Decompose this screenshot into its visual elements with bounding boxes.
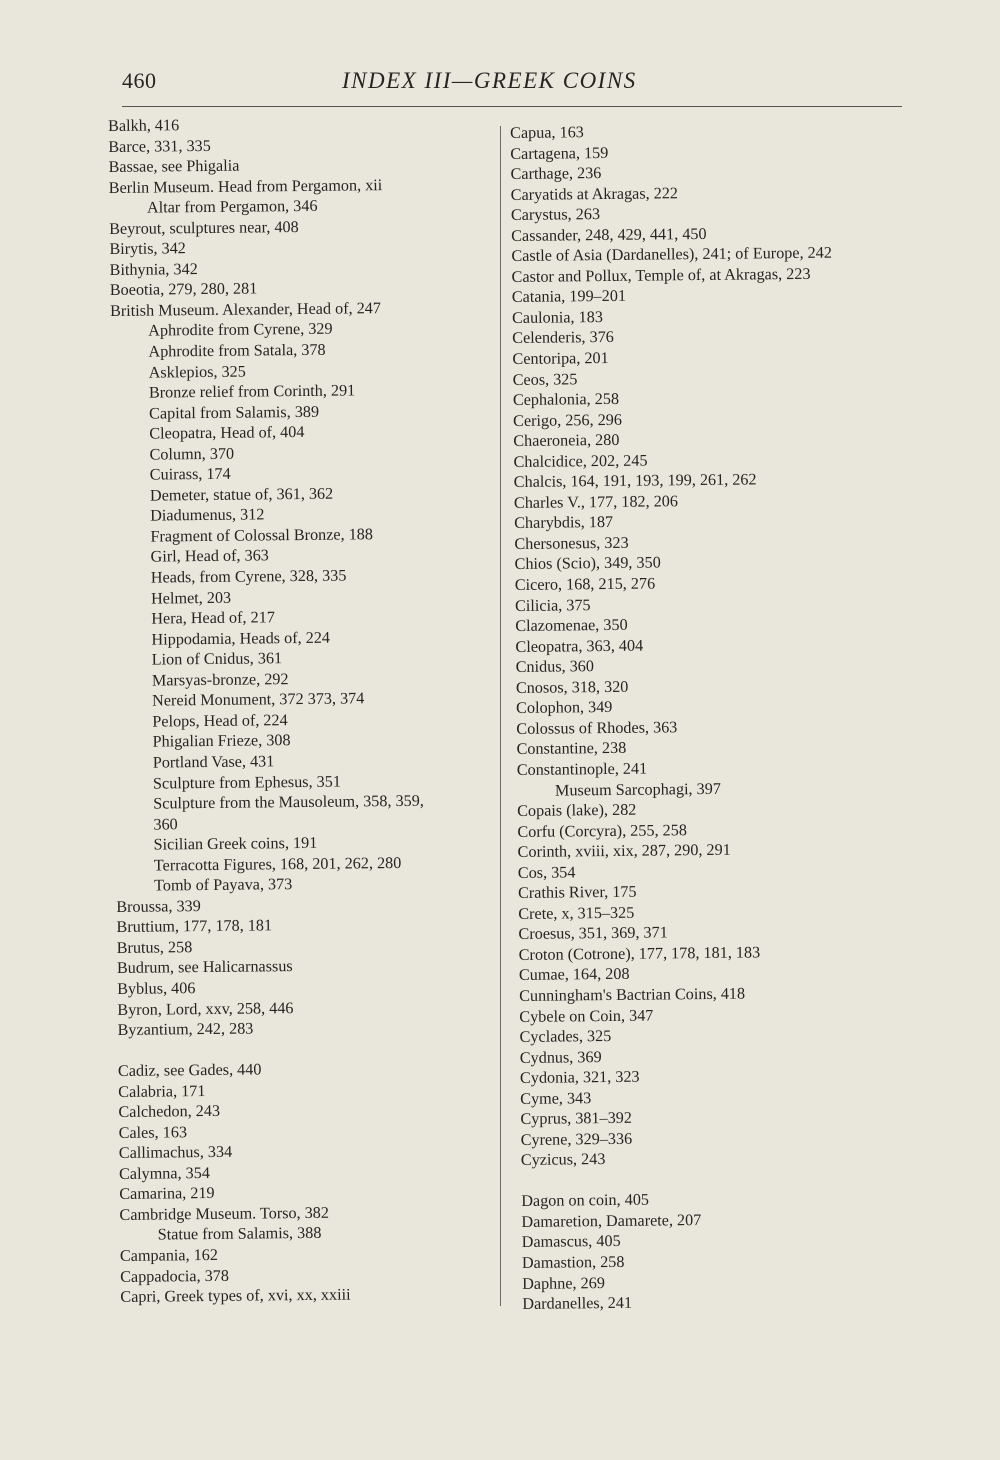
index-entry: Daphne, 269: [522, 1273, 605, 1293]
index-entry: Chios (Scio), 349, 350: [514, 553, 661, 574]
index-column-right: [510, 119, 922, 1315]
index-entry: Cunningham's Bactrian Coins, 418: [519, 984, 746, 1005]
index-entry: Byzantium, 242, 283: [117, 1019, 254, 1040]
index-entry: Castle of Asia (Dardanelles), 241; of Europe, 242: [511, 243, 833, 266]
index-entry: Beyrout, sculptures near, 408: [109, 217, 299, 238]
index-entry: Cnidus, 360: [515, 657, 595, 677]
index-subentry: Phigalian Frieze, 308: [152, 731, 291, 751]
index-entry: British Museum. Alexander, Head of, 247: [109, 299, 382, 320]
index-subentry: Fragment of Colossal Bronze, 188: [150, 525, 374, 546]
index-entry: Crathis River, 175: [517, 882, 637, 903]
index-entry: Chalcis, 164, 191, 193, 199, 261, 262: [513, 470, 757, 492]
index-entry: Dagon on coin, 405: [521, 1190, 650, 1211]
index-subentry: Column, 370: [149, 444, 235, 464]
index-entry: Cephalonia, 258: [512, 389, 620, 410]
index-subentry: Heads, from Cyrene, 328, 335: [150, 566, 347, 587]
index-subentry: Terracotta Figures, 168, 201, 262, 280: [153, 853, 402, 875]
index-subentry: Altar from Pergamon, 346: [146, 196, 318, 217]
index-entry: Charybdis, 187: [514, 513, 614, 533]
index-subentry: Nereid Monument, 372 373, 374: [152, 689, 365, 710]
index-entry: Calabria, 171: [118, 1081, 206, 1101]
index-entry: Capua, 163: [510, 123, 584, 142]
index-entry: Centoripa, 201: [512, 348, 609, 369]
index-entry: Catania, 199–201: [511, 287, 627, 307]
index-subentry: Lion of Cnidus, 361: [151, 649, 283, 669]
index-subentry: Cuirass, 174: [149, 465, 231, 484]
index-entry: Bruttium, 177, 178, 181: [116, 916, 273, 937]
index-subentry: Sculpture from the Mausoleum, 358, 359,: [153, 791, 424, 813]
index-entry: Cos, 354: [517, 863, 576, 882]
index-entry: Ceos, 325: [512, 369, 578, 389]
index-entry: Berlin Museum. Head from Pergamon, xii: [108, 175, 383, 197]
index-subentry: Museum Sarcophagi, 397: [554, 779, 721, 800]
index-entry: Cumae, 164, 208: [518, 965, 630, 985]
index-entry: Cyme, 343: [520, 1088, 592, 1108]
index-subentry: Cleopatra, Head of, 404: [149, 423, 305, 443]
index-subentry: Girl, Head of, 363: [150, 546, 269, 567]
index-subentry: Statue from Salamis, 388: [157, 1224, 322, 1245]
index-entry: Cassander, 248, 429, 441, 450: [511, 224, 707, 245]
index-entry: Clazomenae, 350: [515, 615, 628, 636]
index-subentry: Aphrodite from Cyrene, 329: [148, 320, 333, 341]
index-entry: Cyprus, 381–392: [520, 1109, 633, 1129]
index-entry: Chalcidice, 202, 245: [513, 451, 648, 471]
index-entry: Balkh, 416: [108, 116, 180, 135]
index-subentry: Asklepios, 325: [148, 362, 246, 382]
index-entry: Dardanelles, 241: [522, 1293, 633, 1314]
index-entry: Cambridge Museum. Torso, 382: [119, 1203, 330, 1224]
index-subentry: Pelops, Head of, 224: [152, 711, 288, 731]
index-subentry: Capital from Salamis, 389: [149, 402, 320, 423]
index-entry: Cappadocia, 378: [120, 1266, 230, 1286]
index-entry: Bithynia, 342: [109, 259, 198, 279]
index-entry: Cleopatra, 363, 404: [515, 636, 644, 656]
index-subentry: 360: [153, 814, 178, 834]
index-entry: Corfu (Corcyra), 255, 258: [517, 820, 687, 841]
index-entry: Bassae, see Phigalia: [108, 156, 240, 177]
index-subentry: Portland Vase, 431: [152, 752, 275, 772]
index-entry: Croton (Cotrone), 177, 178, 181, 183: [518, 943, 761, 964]
index-entry: Constantinople, 241: [516, 759, 648, 779]
index-entry: Crete, x, 315–325: [518, 903, 635, 923]
index-entry: Corinth, xviii, xix, 287, 290, 291: [517, 840, 731, 862]
running-title: INDEX III—GREEK COINS: [342, 68, 637, 93]
index-entry: Caryatids at Akragas, 222: [510, 183, 679, 204]
index-entry: Colophon, 349: [516, 698, 613, 718]
index-entry: Camarina, 219: [119, 1184, 215, 1204]
index-entry: Colossus of Rhodes, 363: [516, 718, 678, 738]
index-entry: Capri, Greek types of, xvi, xx, xxiii: [120, 1285, 351, 1307]
index-subentry: Demeter, statue of, 361, 362: [149, 484, 334, 505]
index-entry: Damascus, 405: [521, 1232, 621, 1252]
index-subentry: Aphrodite from Satala, 378: [148, 340, 326, 361]
index-entry: Damastion, 258: [521, 1252, 625, 1272]
index-entry: Calchedon, 243: [118, 1102, 221, 1122]
index-entry: Byblus, 406: [117, 979, 196, 998]
index-subentry: Diadumenus, 312: [150, 505, 265, 525]
index-entry: Byron, Lord, xxv, 258, 446: [117, 998, 294, 1019]
column-divider: [500, 126, 501, 1306]
index-entry: Charles V., 177, 182, 206: [513, 492, 679, 512]
index-entry: Croesus, 351, 369, 371: [518, 923, 668, 944]
index-column-left: [108, 112, 510, 1308]
index-subentry: Sculpture from Ephesus, 351: [152, 772, 342, 793]
index-subentry: Helmet, 203: [150, 588, 232, 608]
index-subentry: Hera, Head of, 217: [151, 608, 275, 628]
index-subentry: Bronze relief from Corinth, 291: [148, 381, 356, 402]
index-entry: Cyrene, 329–336: [520, 1129, 633, 1149]
index-entry: Cales, 163: [118, 1122, 188, 1142]
index-entry: Barce, 331, 335: [108, 136, 211, 156]
index-entry: Brutus, 258: [116, 938, 193, 957]
index-entry: Cicero, 168, 215, 276: [514, 574, 656, 595]
index-entry: Cybele on Coin, 347: [519, 1006, 654, 1026]
page-number: 460: [122, 68, 157, 93]
index-entry: Cydonia, 321, 323: [519, 1067, 640, 1088]
index-entry: Boeotia, 279, 280, 281: [109, 279, 258, 300]
index-entry: Cadiz, see Gades, 440: [117, 1060, 262, 1081]
index-entry: Cerigo, 256, 296: [513, 410, 623, 430]
index-entry: Carystus, 263: [510, 205, 601, 225]
index-entry: Chersonesus, 323: [514, 533, 629, 553]
index-subentry: Marsyas-bronze, 292: [151, 669, 289, 690]
index-entry: Cartagena, 159: [510, 143, 609, 163]
index-entry: Budrum, see Halicarnassus: [116, 957, 293, 978]
index-entry: Cnosos, 318, 320: [515, 677, 629, 697]
index-entry: Cydnus, 369: [519, 1047, 602, 1067]
index-entry: Cyclades, 325: [519, 1027, 612, 1047]
running-header: [122, 66, 902, 107]
index-entry: Castor and Pollux, Temple of, at Akragas, 223: [511, 264, 811, 286]
index-entry: Copais (lake), 282: [517, 800, 637, 821]
index-subentry: Tomb of Payava, 373: [153, 875, 293, 895]
index-entry: Damaretion, Damarete, 207: [521, 1210, 702, 1231]
index-entry: Celenderis, 376: [512, 328, 614, 348]
index-entry: Calymna, 354: [118, 1163, 210, 1183]
index-entry: Constantine, 238: [516, 739, 627, 759]
index-entry: Cyzicus, 243: [520, 1150, 606, 1170]
index-entry: Chaeroneia, 280: [513, 431, 620, 451]
index-entry: Caulonia, 183: [511, 307, 603, 327]
index-subentry: Sicilian Greek coins, 191: [153, 833, 318, 854]
index-entry: Callimachus, 334: [118, 1143, 233, 1163]
index-entry: Broussa, 339: [116, 896, 201, 916]
index-entry: Cilicia, 375: [514, 595, 591, 615]
index-subentry: Hippodamia, Heads of, 224: [151, 628, 331, 649]
index-entry: Birytis, 342: [109, 239, 186, 259]
index-entry: Carthage, 236: [510, 164, 602, 184]
index-entry: Campania, 162: [119, 1245, 219, 1265]
